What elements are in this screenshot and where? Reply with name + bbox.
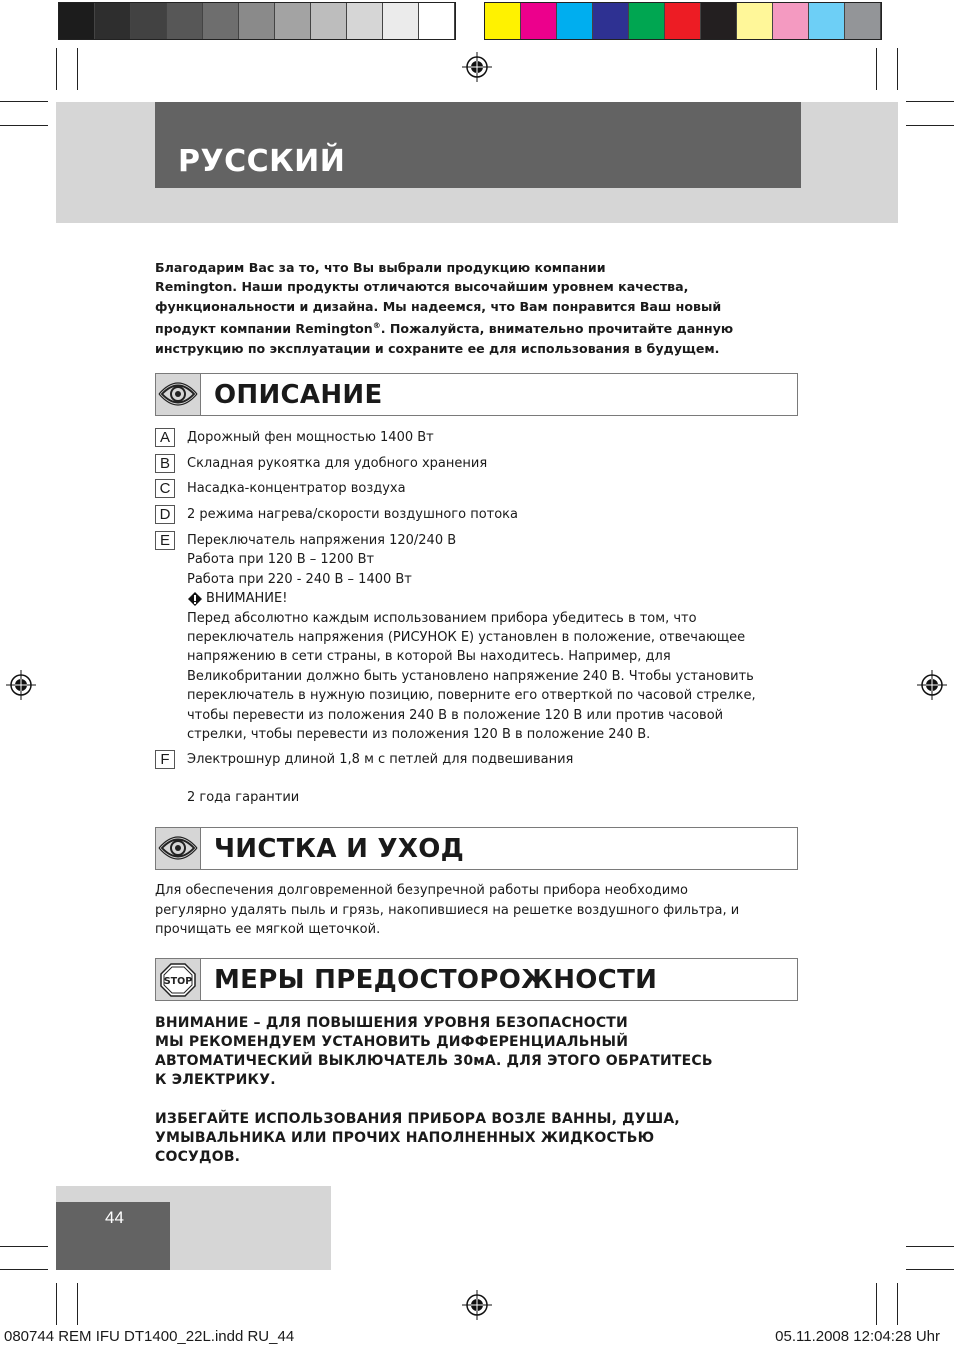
- intro-line: функциональности и дизайна. Мы надеемся, что Вам понравится Ваш новый: [155, 298, 722, 314]
- crop-mark: [897, 1283, 898, 1325]
- section-header-cleaning: [155, 827, 798, 870]
- registration-mark-icon: [462, 52, 492, 82]
- item-text-a: Дорожный фен мощностью 1400 Вт: [187, 430, 434, 445]
- color-swatch: [347, 3, 383, 39]
- intro-paragraph: [155, 258, 795, 358]
- item-text-d: 2 режима нагрева/скорости воздушного потока: [187, 507, 519, 522]
- color-swatch: [59, 3, 95, 39]
- section-title: ОПИСАНИЕ: [214, 380, 383, 410]
- registered-mark: ®: [372, 321, 381, 331]
- item-line: переключатель в нужную позицию, поверните его отверткой по часовой стрелке,: [187, 688, 756, 704]
- crop-mark: [77, 48, 78, 90]
- warning-label: ВНИМАНИЕ!: [206, 591, 288, 607]
- safety-warning-1: [155, 1014, 795, 1090]
- crop-mark: [56, 48, 57, 90]
- crop-mark: [876, 1283, 877, 1325]
- warning-line: МЫ РЕКОМЕНДУЕМ УСТАНОВИТЬ ДИФФЕРЕНЦИАЛЬНЫЙ: [155, 1034, 629, 1050]
- warning-line: [187, 589, 797, 608]
- item-letter-b: B: [155, 454, 175, 473]
- color-swatch: [845, 3, 881, 39]
- item-line: чтобы перевести из положения 240 В в положение 120 В или против часовой: [187, 707, 724, 723]
- color-swatch: [239, 3, 275, 39]
- page-title: РУССКИЙ: [178, 144, 346, 179]
- item-letter-f: F: [155, 750, 175, 769]
- item-line: переключатель напряжения (РИСУНОК E) установлен в положение, отвечающее: [187, 630, 746, 646]
- grayscale-color-bar: [58, 2, 456, 40]
- paragraph-line: Для обеспечения долговременной безупречной работы прибора необходимо: [155, 883, 688, 898]
- registration-mark-icon: [6, 670, 36, 700]
- item-letter-a: A: [155, 428, 175, 447]
- item-text-b: Складная рукоятка для удобного хранения: [187, 456, 488, 471]
- section-title: ЧИСТКА И УХОД: [214, 834, 465, 864]
- color-swatch: [167, 3, 203, 39]
- warning-line: АВТОМАТИЧЕСКИЙ ВЫКЛЮЧАТЕЛЬ 30мА. ДЛЯ ЭТОГО ОБРАТИТЕСЬ: [155, 1053, 713, 1069]
- item-text-c: Насадка-концентратор воздуха: [187, 481, 406, 496]
- item-line: Великобритании должно быть установлено напряжение 240 В. Чтобы установить: [187, 668, 754, 684]
- warning-line: СОСУДОВ.: [155, 1149, 241, 1165]
- color-swatch: [203, 3, 239, 39]
- color-swatch: [485, 3, 521, 39]
- crop-mark: [906, 1246, 954, 1247]
- warning-line: ИЗБЕГАЙТЕ ИСПОЛЬЗОВАНИЯ ПРИБОРА ВОЗЛЕ ВАННЫ, ДУША,: [155, 1111, 680, 1127]
- crop-mark: [906, 125, 954, 126]
- color-swatch: [383, 3, 419, 39]
- item-line: стрелки, чтобы перевести из положения 120 В в положение 240 В.: [187, 727, 651, 743]
- stop-icon: [156, 959, 200, 1000]
- color-swatch: [629, 3, 665, 39]
- paragraph-line: регулярно удалять пыль и грязь, накопившиеся на решетке воздушного фильтра, и: [155, 902, 740, 918]
- color-swatch: [95, 3, 131, 39]
- item-line: Работа при 220 - 240 В – 1400 Вт: [187, 571, 412, 587]
- crop-mark: [906, 101, 954, 102]
- slug-date-info: 05.11.2008 12:04:28 Uhr: [775, 1328, 940, 1345]
- item-line: Работа при 120 В – 1200 Вт: [187, 552, 375, 568]
- intro-text: продукт компании Remington: [155, 321, 373, 337]
- color-swatch: [521, 3, 557, 39]
- color-swatch: [773, 3, 809, 39]
- warranty-text: 2 года гарантии: [187, 790, 300, 805]
- color-swatch: [131, 3, 167, 39]
- warning-line: УМЫВАЛЬНИКА ИЛИ ПРОЧИХ НАПОЛНЕННЫХ ЖИДКОСТЬЮ: [155, 1130, 655, 1146]
- paragraph-line: прочищать ее мягкой щеточкой.: [155, 922, 381, 938]
- item-letter-c: C: [155, 479, 175, 498]
- color-swatch: [557, 3, 593, 39]
- item-text-f: Электрошнур длиной 1,8 м с петлей для подвешивания: [187, 752, 574, 767]
- crop-mark: [876, 48, 877, 90]
- crop-mark: [897, 48, 898, 90]
- color-swatch: [737, 3, 773, 39]
- crop-mark: [906, 1269, 954, 1270]
- warning-line: К ЭЛЕКТРИКУ.: [155, 1072, 276, 1088]
- safety-warning-2: [155, 1110, 795, 1167]
- registration-mark-icon: [917, 670, 947, 700]
- eye-icon: [156, 374, 200, 415]
- warning-icon: [187, 591, 203, 607]
- item-line: напряжению в сети страны, в которой Вы находитесь. Например, для: [187, 649, 671, 665]
- crop-mark: [0, 1246, 48, 1247]
- section-icon-box: [156, 828, 201, 869]
- intro-line: Remington. Наши продукты отличаются высочайшим уровнем качества,: [155, 279, 689, 295]
- crop-mark: [0, 125, 48, 126]
- section-header-description: [155, 373, 798, 416]
- item-line: Переключатель напряжения 120/240 В: [187, 533, 457, 548]
- slug-file-info: 080744 REM IFU DT1400_22L.indd RU_44: [4, 1328, 295, 1345]
- warning-line: ВНИМАНИЕ – ДЛЯ ПОВЫШЕНИЯ УРОВНЯ БЕЗОПАСНОСТИ: [155, 1015, 628, 1031]
- section-header-safety: [155, 958, 798, 1001]
- section-icon-box: [156, 959, 201, 1000]
- section-icon-box: [156, 374, 201, 415]
- color-swatch: [275, 3, 311, 39]
- item-text-e: [187, 531, 797, 744]
- intro-text: . Пожалуйста, внимательно прочитайте данную: [380, 321, 734, 337]
- color-swatch: [701, 3, 737, 39]
- stop-icon-label: STOP: [163, 976, 193, 987]
- crop-mark: [0, 1269, 48, 1270]
- crop-mark: [77, 1283, 78, 1325]
- intro-line: инструкцию по эксплуатации и сохраните ее для использования в будущем.: [155, 340, 720, 356]
- crop-mark: [0, 101, 48, 102]
- eye-icon: [156, 828, 200, 869]
- section-title: МЕРЫ ПРЕДОСТОРОЖНОСТИ: [214, 965, 658, 995]
- item-line: Перед абсолютно каждым использованием прибора убедитесь в том, что: [187, 610, 697, 626]
- process-color-bar: [484, 2, 882, 40]
- item-letter-e: E: [155, 531, 175, 550]
- color-swatch: [809, 3, 845, 39]
- intro-line: Благодарим Вас за то, что Вы выбрали продукцию компании: [155, 260, 606, 275]
- color-swatch: [311, 3, 347, 39]
- item-letter-d: D: [155, 505, 175, 524]
- registration-mark-icon: [462, 1290, 492, 1320]
- color-swatch: [419, 3, 455, 39]
- intro-line: [155, 316, 795, 339]
- color-swatch: [665, 3, 701, 39]
- crop-mark: [56, 1283, 57, 1325]
- color-swatch: [593, 3, 629, 39]
- page-number: 44: [105, 1208, 124, 1227]
- cleaning-paragraph: [155, 881, 795, 940]
